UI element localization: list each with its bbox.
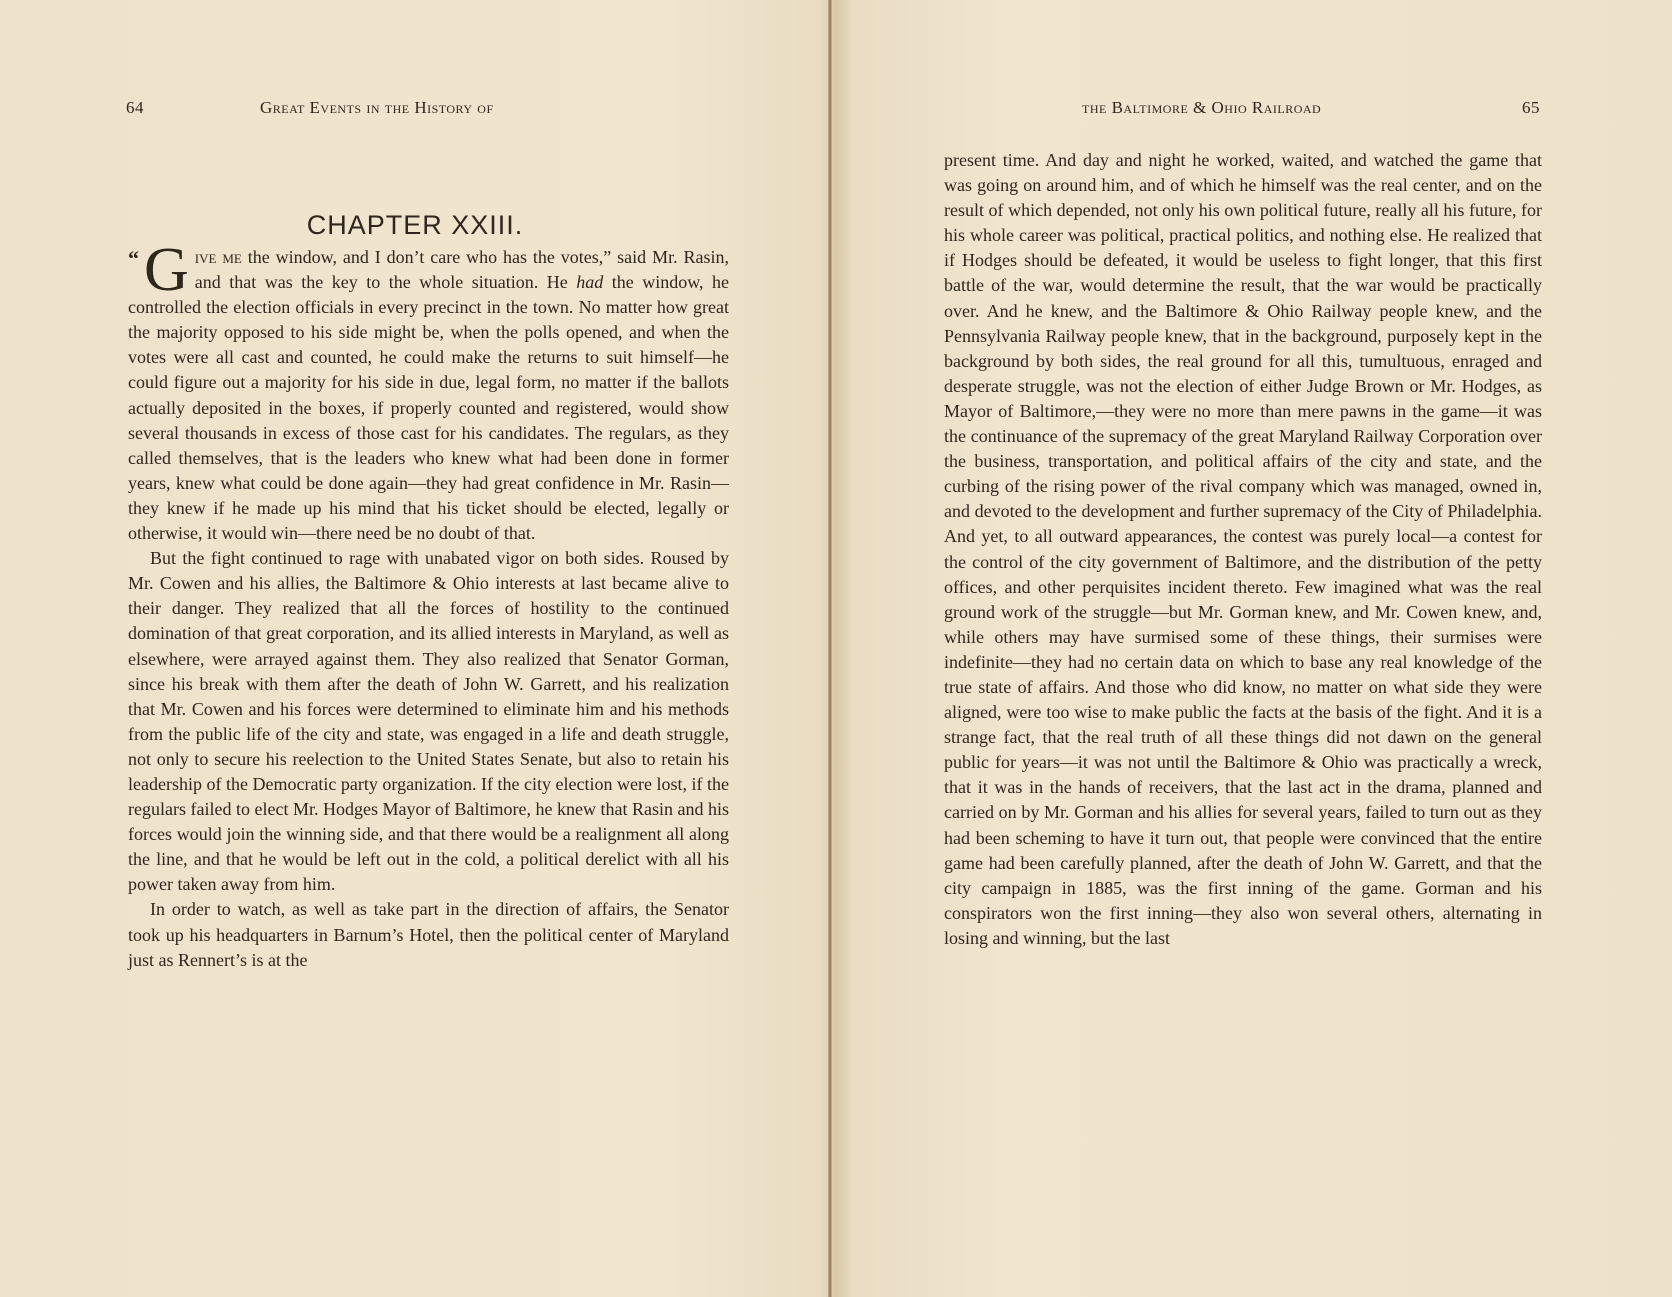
right-paragraph-1: present time. And day and night he worked, waited, and watched the game that was going on around him, and of which he himself was the real center, and on the result of which depended, not only his own political future, really all his future, for his whole career was political, practical politics, and nothing else. He realized that if Hodges should be defeated, it would be useless to fight longer, that this first battle of the war, would determine the result, that the war would be practically over. And he knew, and the Baltimore & Ohio Railway people knew, and the Pennsylvania Railway people knew, that in the background, purposely kept in the background by both sides, the real ground for all this, tumultuous, enraged and desperate struggle, was not the election of either Judge Brown or Mr. Hodges, as Mayor of Baltimore,—they were no more than mere pawns in the game—it was the continuance of the supremacy of the great Maryland Railway Corporation over the business, transportation, and political affairs of the city and state, and the curbing of the rising power of the rival company which was managed, owned in, and devoted to the development and further supremacy of the City of Philadelphia. And yet, to all outward appearances, the contest was purely local—a contest for the control of the city government of Baltimore, and the distribution of the petty offices, and other perquisites incident thereto. Few imagined what was the real ground work of the struggle—but Mr. Gorman knew, and Mr. Cowen knew, and, while others may have surmised some of these things, their surmises were indefinite—they had no certain data on which to base any real knowledge of the true state of affairs. And those who did know, no matter on what side they were aligned, were too wise to make public the facts at the basis of the fight. And it is a strange fact, that the real truth of all these things did not dawn on the general public for years—it was not until the Baltimore & Ohio was practically a wreck, that it was in the hands of receivers, that the last act in the drama, planned and carried on by Mr. Gorman and his allies for several years, failed to turn out as they had been scheming to have it turn out, that people were convinced that the entire game had been carefully planned, after the death of John W. Garrett, and that the city campaign in 1885, was the first inning of the game. Gorman and his conspirators won the first inning—they also won several others, alternating in losing and winning, but the last <box>944 150 1542 948</box>
chapter-title: CHAPTER XXIII. <box>306 210 524 241</box>
left-body-text <box>128 236 730 973</box>
opening-quote-mark: “ <box>128 246 139 271</box>
left-paragraph-3: In order to watch, as well as take part in the direction of affairs, the Senator took up his headquarters in Barnum’s Hotel, then the political center of Maryland just as Rennert’s is at the <box>128 899 729 970</box>
right-body-text <box>944 148 1542 951</box>
right-running-head: the Baltimore & Ohio Railroad <box>1082 98 1322 117</box>
left-paragraph-2: But the fight continued to rage with unabated vigor on both sides. Roused by Mr. Cowen and his allies, the Baltimore & Ohio interests at last became alive to their danger. They realized that all the forces of hostility to the continued domination of that great corporation, and its allied interests in Maryland, as well as elsewhere, were arrayed against them. They also realized that Senator Gorman, since his break with them after the death of John W. Garrett, and his realization that Mr. Cowen and his forces were determined to eliminate him and his methods from the public life of the city and state, was engaged in a life and death struggle, not only to secure his reelection to the United States Senate, but also to retain his leadership of the Democratic party organization. If the city election were lost, if the regulars failed to elect Mr. Hodges Mayor of Baltimore, he knew that Rasin and his forces would join the winning side, and that there would be a realignment all along the line, and that he would be left out in the cold, a political derelict with all his power taken away from him. <box>128 548 729 895</box>
paragraph-1-emphasis: had <box>576 272 604 293</box>
drop-cap: G <box>144 236 189 304</box>
paragraph-1-part-a: the window, and I don’t care who has the votes,” said Mr. Rasin, and that was the key to the whole situation. He <box>194 247 729 293</box>
left-page-number: 64 <box>126 98 144 117</box>
left-running-head: Great Events in the History of <box>260 98 494 117</box>
left-paragraph-1 <box>128 236 730 546</box>
paragraph-1-part-b: the window, he controlled the election officials in every precinct in the town. No matter how great the majority opposed to his side might be, when the polls opened, and when the votes were all cast and counted, he could make the returns to suit himself—he could figure out a majority for his side in due, legal form, no matter if the ballots actually deposited in the boxes, if properly counted and registered, would show several thousands in excess of those cast for his candidates. The regulars, as they called themselves, that is the leaders who knew what had been done in former years, knew what could be done again—they had great confidence in Mr. Rasin—they knew if he made up his mind that his ticket should be elected, legally or otherwise, it would win—there need be no doubt of that. <box>128 272 730 544</box>
right-page-number: 65 <box>1522 98 1540 117</box>
first-words-small-caps: ive me <box>194 247 242 267</box>
book-gutter <box>828 0 832 1297</box>
